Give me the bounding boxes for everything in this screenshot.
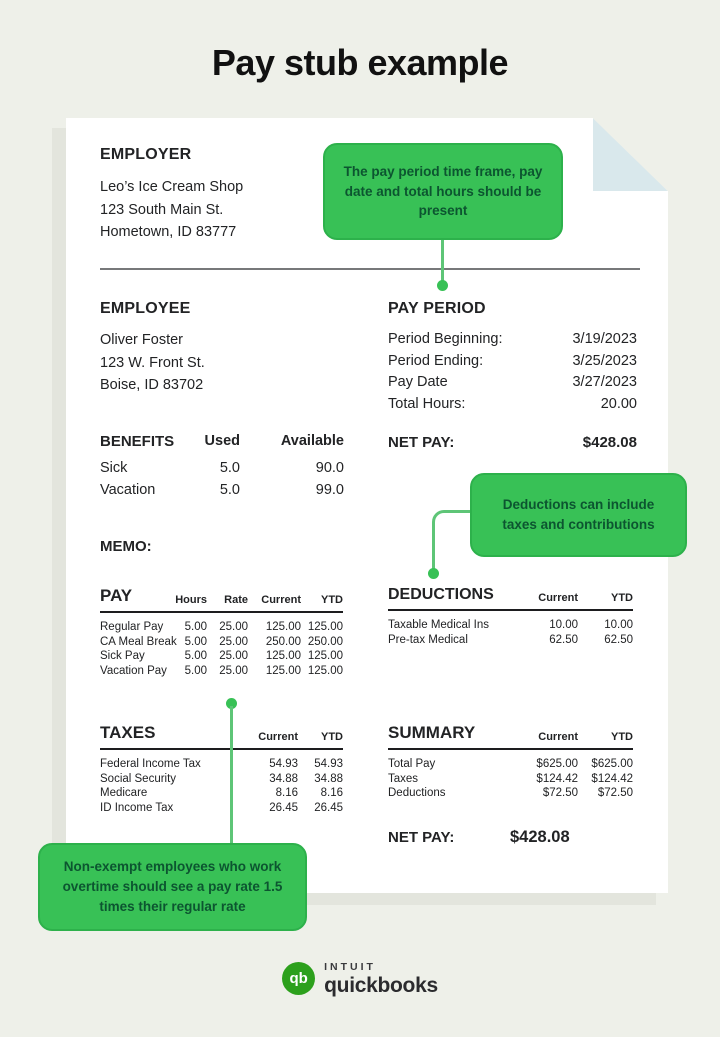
row-value: 20.00 — [600, 395, 637, 412]
net-pay-value: $428.08 — [582, 434, 637, 451]
benefits-col-used: Used — [204, 433, 240, 449]
pay-period-row — [388, 351, 637, 373]
table-row: Vacation Pay 5.00 25.00 125.00 125.00 — [100, 664, 343, 677]
row-label: Period Beginning: — [388, 331, 503, 347]
benefits-rows — [100, 457, 344, 501]
net-pay-label: NET PAY: — [388, 434, 455, 451]
table-row: CA Meal Break 5.00 25.00 250.00 250.00 — [100, 635, 343, 648]
net-pay-value: $428.08 — [510, 828, 570, 846]
benefits-heading: BENEFITS — [100, 433, 175, 450]
pay-period-heading: PAY PERIOD — [388, 300, 486, 317]
employer-name: Leo’s Ice Cream Shop — [100, 179, 244, 195]
memo-heading: MEMO: — [100, 538, 152, 555]
summary-table-header — [388, 723, 633, 749]
row-label: Pay Date — [388, 374, 448, 390]
table-row: Deductions $72.50 $72.50 — [388, 787, 633, 799]
deductions-table-header — [388, 586, 633, 610]
col-ytd: YTD — [301, 586, 343, 612]
col-current: Current — [240, 723, 298, 749]
table-row: Social Security 34.88 34.88 — [100, 772, 343, 785]
pay-period-rows — [388, 329, 637, 415]
callout-text: The pay period time frame, pay date and total hours should be present — [343, 163, 543, 219]
taxes-table-header — [100, 723, 343, 749]
table-row: Federal Income Tax 54.93 54.93 — [100, 758, 343, 770]
table-row — [100, 457, 344, 479]
connector-line-deductions — [432, 510, 472, 572]
summary-table — [388, 723, 633, 799]
callout-text: Deductions can include taxes and contributions — [502, 497, 655, 532]
table-row: Taxes $124.42 $124.42 — [388, 772, 633, 785]
benefit-name: Vacation — [100, 482, 156, 498]
employer-address — [100, 176, 243, 244]
taxes-table-title: TAXES — [100, 723, 240, 749]
col-ytd: YTD — [578, 723, 633, 749]
table-row: Regular Pay 5.00 25.00 125.00 125.00 — [100, 621, 343, 633]
col-current: Current — [248, 586, 301, 612]
table-row: ID Income Tax 26.45 26.45 — [100, 801, 343, 814]
benefits-col-available: Available — [280, 433, 344, 449]
employer-street: 123 South Main St. — [100, 201, 224, 218]
brand-quickbooks: quickbooks — [324, 973, 438, 997]
benefit-available: 99.0 — [315, 482, 344, 498]
employee-heading: EMPLOYEE — [100, 300, 191, 317]
col-current: Current — [516, 723, 578, 749]
page-title: Pay stub example — [211, 42, 509, 83]
connector-dot-deductions — [428, 568, 439, 579]
callout-deductions — [470, 473, 687, 557]
taxes-table — [100, 723, 343, 814]
table-row: Taxable Medical Ins 10.00 10.00 — [388, 619, 633, 631]
deductions-table — [388, 586, 633, 646]
pay-table — [100, 586, 343, 677]
employer-heading: EMPLOYER — [100, 146, 192, 163]
row-value: 3/19/2023 — [572, 331, 637, 347]
brand-intuit: INTUIT — [324, 961, 376, 973]
connector-line-overtime — [230, 706, 233, 844]
benefits-header — [100, 433, 344, 450]
deductions-table-title: DEDUCTIONS — [388, 586, 516, 610]
connector-line-pay-period — [441, 238, 444, 284]
net-pay-label: NET PAY: — [388, 829, 455, 846]
col-rate: Rate — [207, 586, 248, 612]
pay-table-title: PAY — [100, 586, 169, 612]
employee-city: Boise, ID 83702 — [100, 377, 204, 393]
benefit-used: 5.0 — [219, 460, 240, 476]
benefit-used: 5.0 — [219, 482, 240, 498]
callout-text: Non-exempt employees who work overtime should see a pay rate 1.5 times their regular rate — [62, 859, 283, 914]
quickbooks-logo-icon: qb — [282, 962, 315, 995]
folded-corner-icon — [593, 118, 668, 191]
section-divider — [100, 268, 640, 270]
pay-period-row — [388, 329, 637, 351]
col-ytd: YTD — [578, 586, 633, 610]
employer-city: Hometown, ID 83777 — [100, 224, 237, 240]
employee-street: 123 W. Front St. — [100, 354, 205, 371]
col-hours: Hours — [169, 586, 207, 612]
table-row: Medicare 8.16 8.16 — [100, 787, 343, 799]
col-ytd: YTD — [298, 723, 343, 749]
row-value: 3/25/2023 — [572, 352, 637, 369]
table-row: Sick Pay 5.00 25.00 125.00 125.00 — [100, 650, 343, 662]
col-current: Current — [516, 586, 578, 610]
employee-name: Oliver Foster — [100, 332, 183, 348]
callout-pay-period — [323, 143, 563, 240]
net-pay-top — [388, 434, 637, 451]
pay-period-row — [388, 372, 637, 394]
callout-overtime — [38, 843, 307, 931]
table-row: Pre-tax Medical 62.50 62.50 — [388, 633, 633, 646]
summary-table-title: SUMMARY — [388, 723, 516, 749]
table-row — [100, 479, 344, 501]
connector-dot-pay-period — [437, 280, 448, 291]
net-pay-bottom — [388, 828, 637, 847]
pay-period-row — [388, 394, 637, 416]
benefits-section — [100, 433, 344, 501]
row-value: 3/27/2023 — [572, 374, 637, 390]
row-label: Period Ending: — [388, 352, 484, 369]
footer-brand — [0, 962, 720, 996]
employee-address — [100, 329, 205, 397]
pay-table-header — [100, 586, 343, 612]
benefit-name: Sick — [100, 460, 128, 476]
brand-text — [324, 962, 438, 996]
table-row: Total Pay $625.00 $625.00 — [388, 758, 633, 770]
benefit-available: 90.0 — [315, 460, 344, 476]
row-label: Total Hours: — [388, 395, 466, 412]
